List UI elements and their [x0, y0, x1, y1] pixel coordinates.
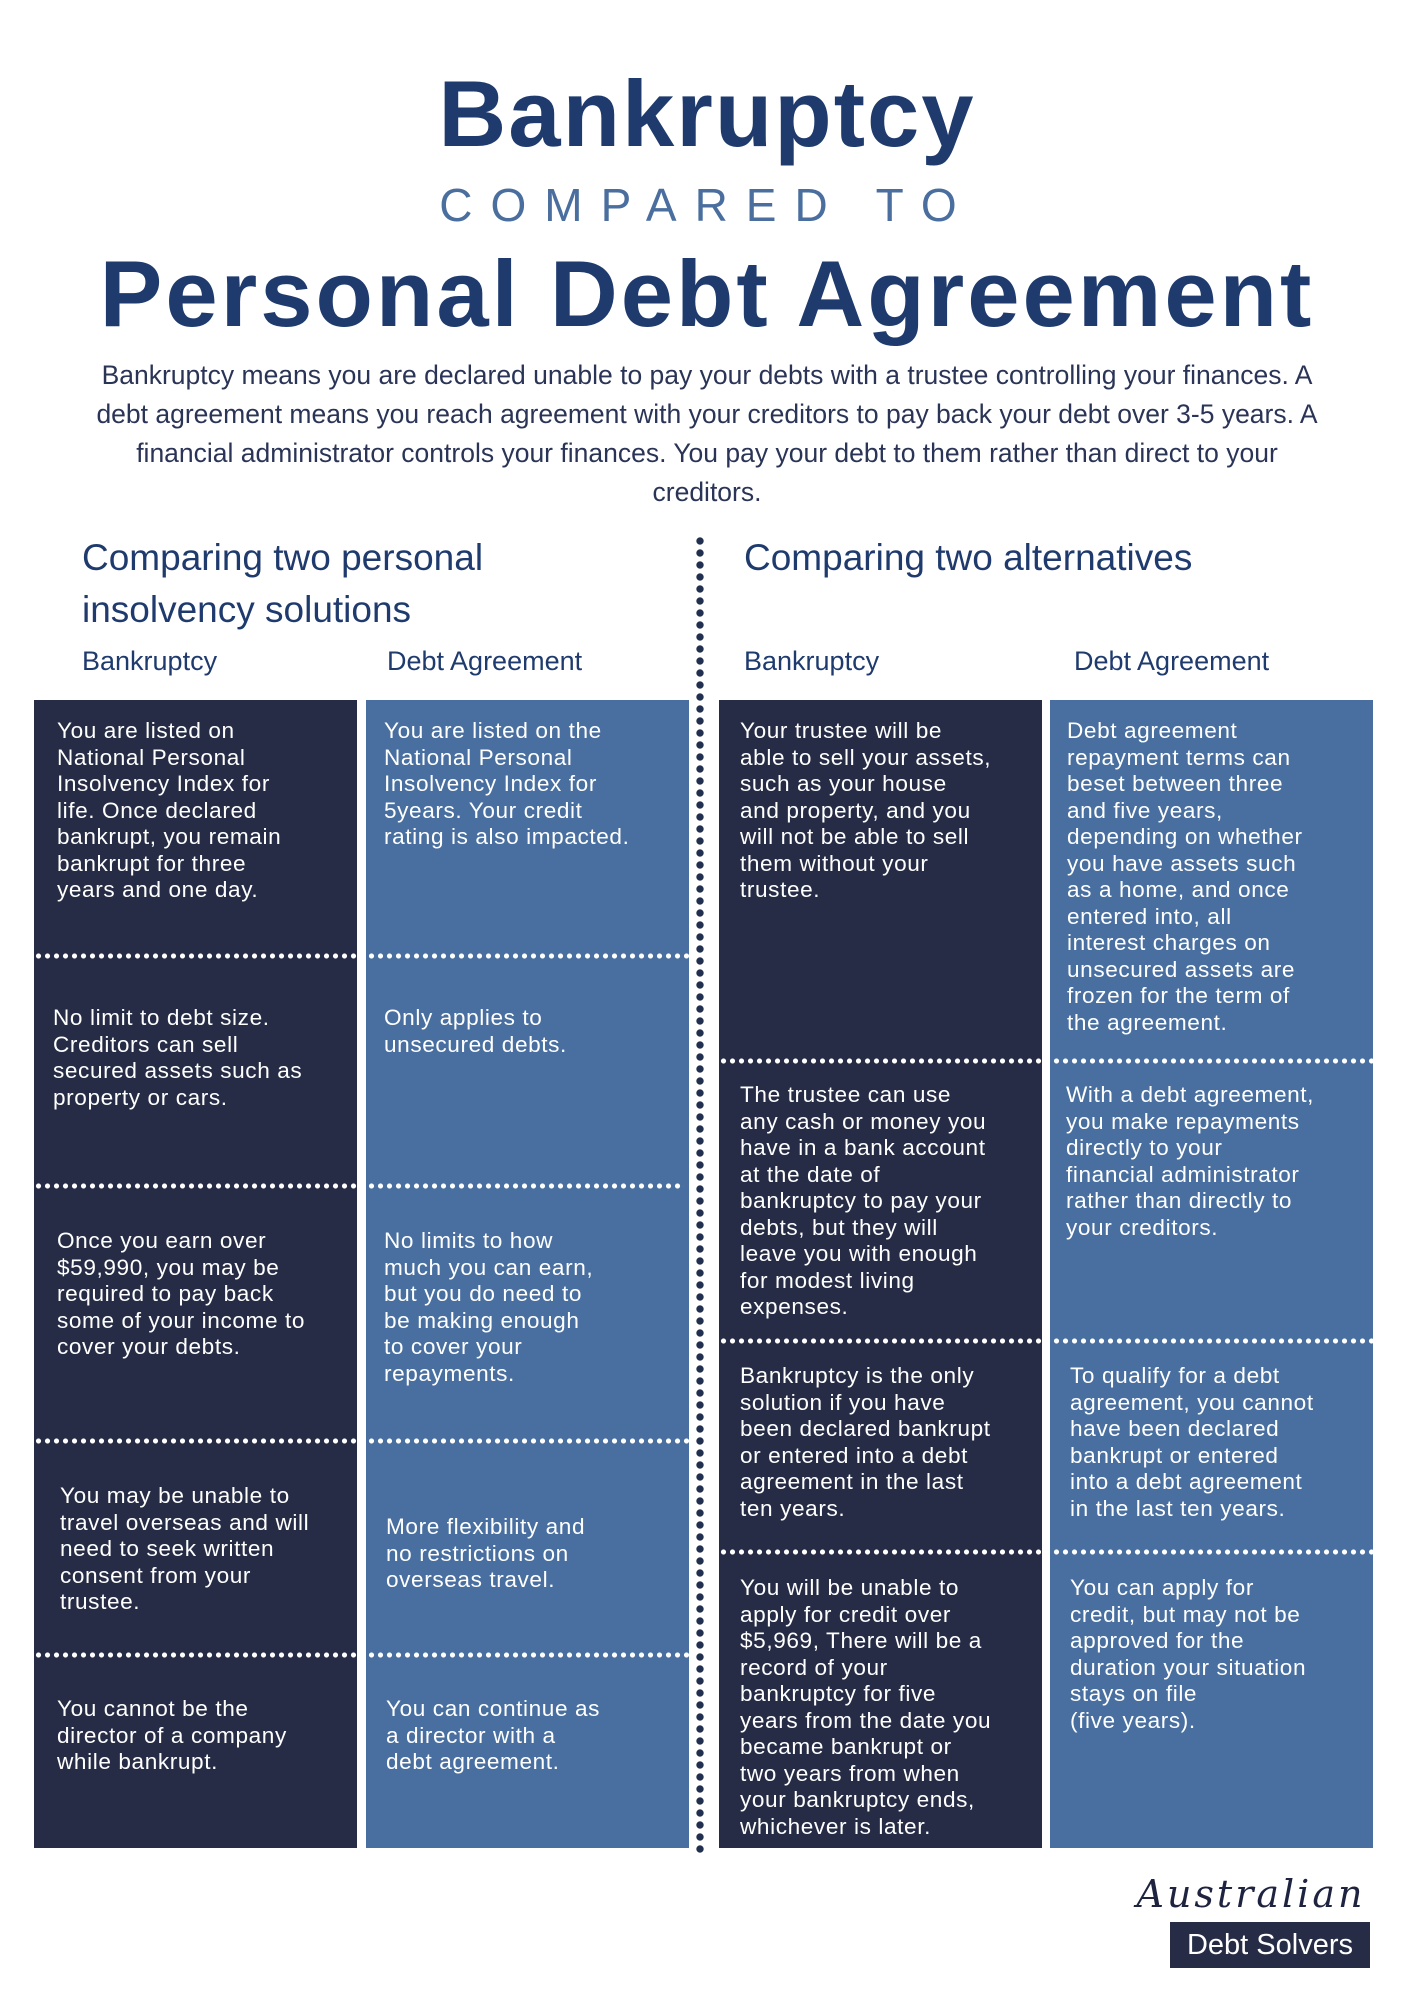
- right-col-head-debt-agreement: Debt Agreement: [1074, 646, 1270, 676]
- left-bankruptcy-cell: Once you earn over $59,990, you may be required to pay back some of your income to cover your debts.: [57, 1228, 306, 1359]
- vertical-dotted-divider: [695, 535, 705, 1853]
- left-debt-agreement-cell: Only applies to unsecured debts.: [384, 1005, 567, 1057]
- title-personal-debt-agreement: Personal Debt Agreement: [99, 241, 1315, 346]
- intro-paragraph: Bankruptcy means you are declared unable to pay your debts with a trustee controlling your finances. A debt agreement means you reach agreement with your creditors to pay back your debt over 3-5 years. A financial administrator controls your finances. You pay your debt to them rather than direct to your creditors.: [96, 360, 1318, 507]
- right-debt-agreement-cell: You can apply for credit, but may not be approved for the duration your situation stays on file (five years).: [1070, 1575, 1307, 1733]
- logo-script-text: Australian: [1136, 1872, 1366, 1916]
- left-bankruptcy-cell: You may be unable to travel overseas and will need to seek written consent from your trustee.: [60, 1483, 310, 1614]
- row-divider: [719, 1549, 1374, 1555]
- left-col-head-debt-agreement: Debt Agreement: [387, 646, 583, 676]
- title-bankruptcy: Bankruptcy: [438, 61, 976, 166]
- right-debt-agreement-cell: With a debt agreement, you make repayments directly to your financial administrator rather than directly to your creditors.: [1066, 1082, 1315, 1240]
- right-debt-agreement-cell: To qualify for a debt agreement, you cannot have been declared bankrupt or entered into a debt agreement in the last ten years.: [1070, 1363, 1314, 1521]
- right-bankruptcy-cell: The trustee can use any cash or money you have in a bank account at the date of bankruptcy to pay your debts, but they will leave you with enough for modest living expenses.: [740, 1082, 987, 1319]
- left-debt-agreement-cell: You can continue as a director with a debt agreement.: [386, 1696, 601, 1774]
- left-bankruptcy-cell: You cannot be the director of a company while bankrupt.: [57, 1696, 287, 1774]
- left-debt-agreement-cell: You are listed on the National Personal Insolvency Index for 5years. Your credit rating is also impacted.: [384, 718, 630, 849]
- right-section-heading: Comparing two alternatives: [744, 537, 1193, 578]
- row-divider: [34, 1652, 689, 1658]
- right-bankruptcy-cell: Your trustee will be able to sell your assets, such as your house and property, and you will not be able to sell them without your trustee.: [740, 718, 992, 902]
- row-divider: [719, 1338, 1374, 1344]
- title-compared-to: COMPARED TO: [439, 179, 975, 231]
- right-col-head-bankruptcy: Bankruptcy: [744, 646, 880, 676]
- left-debt-agreement-cell: More flexibility and no restrictions on overseas travel.: [386, 1514, 586, 1592]
- left-col-head-bankruptcy: Bankruptcy: [82, 646, 218, 676]
- left-bankruptcy-cell: You are listed on National Personal Insolvency Index for life. Once declared bankrupt, you remain bankrupt for three years and one day.: [57, 718, 282, 902]
- right-debt-agreement-cell: Debt agreement repayment terms can beset between three and five years, depending on whether you have assets such as a home, and once entered into, all interest charges on unsecured assets are frozen for the term of the agreement.: [1067, 718, 1303, 1035]
- row-divider: [34, 1438, 689, 1444]
- left-debt-agreement-cell: No limits to how much you can earn, but you do need to be making enough to cover your repayments.: [384, 1228, 594, 1386]
- right-bankruptcy-cell: You will be unable to apply for credit over $5,969, There will be a record of your bankruptcy for five years from the date you became bankrupt or two years from when your bankruptcy ends, whichever is later.: [740, 1575, 992, 1839]
- australian-debt-solvers-logo: [1126, 1872, 1376, 1972]
- row-divider: [34, 953, 689, 959]
- right-bankruptcy-cell: Bankruptcy is the only solution if you have been declared bankrupt or entered into a debt agreement in the last ten years.: [740, 1363, 991, 1521]
- left-section-heading: Comparing two personal insolvency solutions: [82, 537, 484, 630]
- logo-box-text: Debt Solvers: [1170, 1922, 1370, 1968]
- row-divider: [34, 1183, 684, 1189]
- left-bankruptcy-cell: No limit to debt size. Creditors can sell secured assets such as property or cars.: [53, 1005, 303, 1110]
- row-divider: [719, 1058, 1381, 1064]
